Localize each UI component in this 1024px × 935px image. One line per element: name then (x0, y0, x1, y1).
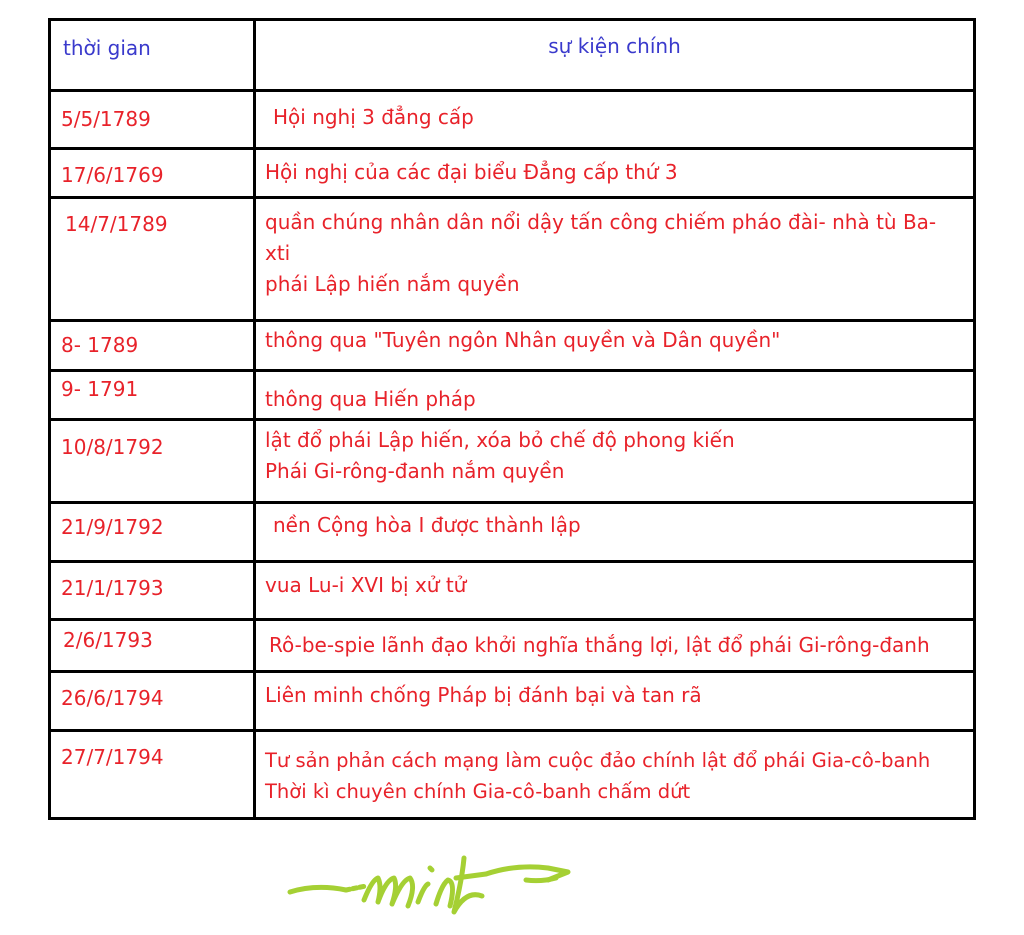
event-line: lật đổ phái Lập hiến, xóa bỏ chế độ phong kiến (265, 428, 735, 452)
table-row (48, 150, 976, 198)
row-event (265, 680, 967, 710)
column-separator (253, 372, 256, 419)
row-event (273, 102, 967, 132)
column-separator (253, 621, 256, 671)
column-separator (253, 732, 256, 819)
column-separator (253, 322, 256, 370)
event-line: thông qua "Tuyên ngôn Nhân quyền và Dân quyền" (265, 328, 781, 352)
row-date: 21/1/1793 (61, 576, 164, 600)
table-header-row (48, 18, 976, 91)
column-separator (253, 150, 256, 198)
event-line: nền Cộng hòa I được thành lập (273, 513, 581, 537)
row-event (265, 384, 967, 414)
event-line: thông qua Hiến pháp (265, 387, 476, 411)
row-event (269, 630, 967, 660)
table-row (48, 732, 976, 819)
event-line: xti (265, 241, 291, 265)
event-line: Liên minh chống Pháp bị đánh bại và tan rã (265, 683, 702, 707)
header-event: sự kiện chính (548, 34, 681, 58)
signature-mint (286, 850, 576, 930)
column-separator (253, 504, 256, 561)
event-line: phái Lập hiến nắm quyền (265, 272, 520, 296)
table-row (48, 322, 976, 370)
column-separator (253, 563, 256, 618)
column-separator (253, 421, 256, 502)
row-date: 2/6/1793 (63, 628, 153, 652)
column-separator (253, 92, 256, 149)
row-date: 8- 1789 (61, 333, 139, 357)
row-date: 14/7/1789 (65, 212, 168, 236)
table-row (48, 421, 976, 502)
row-date: 21/9/1792 (61, 515, 164, 539)
table-row (48, 563, 976, 618)
row-date: 17/6/1769 (61, 163, 164, 187)
table-row (48, 92, 976, 149)
row-event (265, 207, 967, 300)
column-separator (253, 673, 256, 729)
table-row (48, 199, 976, 320)
event-line: Tư sản phản cách mạng làm cuộc đảo chính lật đổ phái Gia-cô-banh (265, 749, 931, 772)
event-line: Thời kì chuyên chính Gia-cô-banh chấm dứt (265, 780, 691, 803)
row-event (265, 325, 967, 355)
event-line: vua Lu-i XVI bị xử tử (265, 573, 467, 597)
row-event (265, 425, 967, 487)
row-date: 26/6/1794 (61, 686, 164, 710)
row-date: 9- 1791 (61, 377, 139, 401)
event-line: Hội nghị 3 đẳng cấp (273, 105, 474, 129)
row-event (265, 745, 973, 807)
row-event (265, 570, 967, 600)
row-date: 10/8/1792 (61, 435, 164, 459)
header-time: thời gian (63, 36, 151, 60)
column-separator (253, 199, 256, 320)
event-line: Rô-be-spie lãnh đạo khởi nghĩa thắng lợi, lật đổ phái Gi-rông-đanh (269, 633, 930, 657)
table-row (48, 621, 976, 671)
event-line: quần chúng nhân dân nổi dậy tấn công chiếm pháo đài- nhà tù Ba- (265, 210, 937, 234)
event-line: Phái Gi-rông-đanh nắm quyền (265, 459, 565, 483)
table-row (48, 372, 976, 419)
event-line: Hội nghị của các đại biểu Đẳng cấp thứ 3 (265, 160, 678, 184)
table-row (48, 673, 976, 729)
table-border-bottom (48, 817, 976, 820)
row-event (265, 157, 967, 187)
table-row (48, 504, 976, 561)
row-event (273, 510, 967, 540)
row-date: 27/7/1794 (61, 745, 164, 769)
row-date: 5/5/1789 (61, 107, 151, 131)
